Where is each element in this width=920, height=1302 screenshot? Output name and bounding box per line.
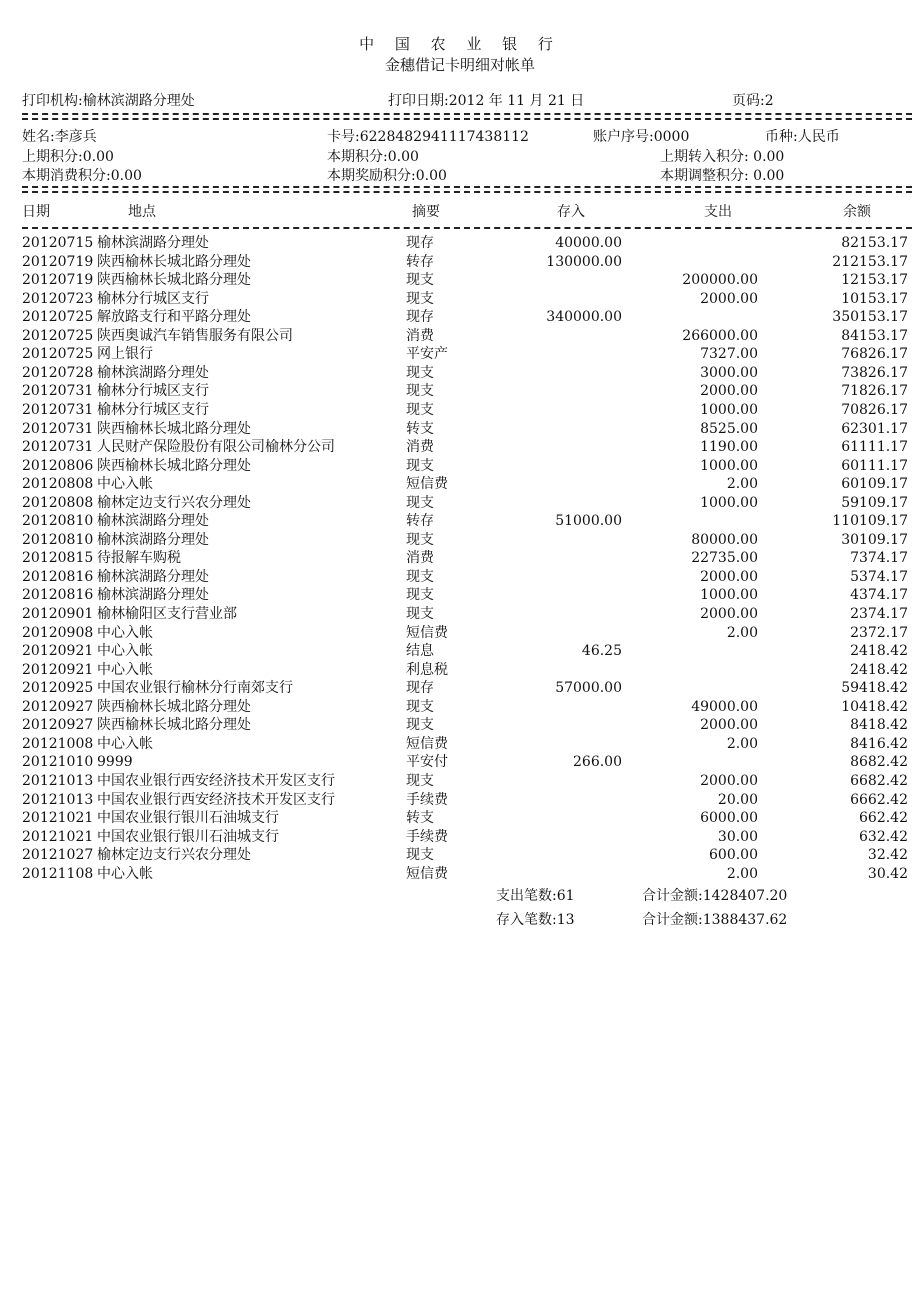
row-summary: 现支: [406, 494, 434, 511]
table-row: [0, 809, 920, 828]
row-location: 榆林滨湖路分理处: [97, 235, 209, 251]
table-row: [0, 642, 920, 661]
row-balance: 5374.17: [850, 568, 908, 585]
row-withdraw: 2.00: [726, 735, 758, 752]
row-balance: 30.42: [867, 865, 908, 882]
row-summary: 结息: [406, 643, 434, 660]
row-balance: 60109.17: [841, 476, 908, 493]
row-date: 20120725: [22, 346, 94, 363]
currency: 币种:人民币: [765, 129, 840, 145]
row-location: 陕西榆林长城北路分理处: [97, 717, 251, 734]
row-date: 20120908: [22, 624, 94, 641]
row-location: 榆林定边支行兴农分理处: [97, 494, 251, 511]
row-balance: 8418.42: [850, 717, 908, 734]
row-summary: 平安付: [406, 754, 448, 771]
row-location: 陕西榆林长城北路分理处: [97, 698, 251, 715]
row-withdraw: 2.00: [726, 624, 758, 641]
row-date: 20120808: [22, 476, 94, 493]
row-withdraw: 266000.00: [682, 327, 758, 344]
row-balance: 110109.17: [832, 513, 908, 530]
row-date: 20120901: [22, 606, 94, 622]
row-summary: 转支: [406, 420, 434, 437]
row-withdraw: 6000.00: [700, 810, 758, 827]
deposit-count: 存入笔数:13: [496, 912, 575, 928]
table-row: [0, 753, 920, 772]
row-summary: 短信费: [406, 624, 448, 641]
row-summary: 短信费: [406, 735, 448, 752]
row-date: 20120731: [22, 401, 94, 418]
bank-name: 中 国 农 业 银 行: [359, 35, 561, 53]
row-balance: 84153.17: [841, 327, 908, 344]
statement-title: 金穗借记卡明细对帐单: [384, 56, 535, 74]
header-divider: [22, 227, 912, 229]
row-location: 榆林滨湖路分理处: [97, 531, 209, 548]
row-location: 人民财产保险股份有限公司榆林分公司: [97, 439, 335, 456]
row-location: 榆林分行城区支行: [97, 401, 209, 418]
table-row: [0, 420, 920, 439]
row-withdraw: 1000.00: [700, 401, 758, 418]
row-location: 9999: [97, 754, 133, 771]
row-balance: 30109.17: [841, 531, 908, 548]
table-row: [0, 234, 920, 253]
row-location: 中心入帐: [97, 624, 153, 641]
table-row: [0, 865, 920, 884]
row-summary: 现支: [406, 383, 434, 400]
withdraw-count: 支出笔数:61: [496, 888, 575, 904]
row-balance: 6682.42: [850, 772, 908, 789]
row-location: 中心入帐: [97, 735, 153, 752]
row-balance: 10153.17: [841, 290, 908, 307]
row-summary: 现支: [406, 698, 434, 715]
table-row: [0, 327, 920, 346]
row-date: 20121008: [22, 735, 94, 752]
row-withdraw: 1000.00: [700, 457, 758, 474]
table-row: [0, 716, 920, 735]
print-org: 打印机构:榆林滨湖路分理处: [22, 93, 195, 109]
table-row: [0, 438, 920, 457]
row-summary: 短信费: [406, 476, 448, 493]
table-row: [0, 345, 920, 364]
double-divider-mid: [22, 186, 912, 188]
page-number: 页码:2: [732, 93, 774, 109]
row-date: 20120731: [22, 383, 94, 400]
row-deposit: 40000.00: [555, 235, 622, 251]
row-withdraw: 600.00: [709, 847, 758, 864]
row-summary: 消费: [406, 327, 434, 344]
table-row: [0, 457, 920, 476]
row-date: 20120925: [22, 680, 94, 697]
table-row: [0, 271, 920, 290]
row-summary: 转存: [406, 253, 434, 270]
row-summary: 现存: [406, 235, 434, 251]
row-location: 榆林滨湖路分理处: [97, 568, 209, 585]
row-withdraw: 2000.00: [700, 290, 758, 307]
row-withdraw: 49000.00: [691, 698, 758, 715]
withdraw-total: 合计金额:1428407.20: [642, 888, 788, 904]
row-withdraw: 2000.00: [700, 606, 758, 622]
row-date: 20120719: [22, 272, 94, 289]
row-date: 20120731: [22, 420, 94, 437]
row-summary: 现支: [406, 606, 434, 622]
row-balance: 61111.17: [841, 439, 908, 456]
row-withdraw: 2000.00: [700, 717, 758, 734]
row-balance: 632.42: [859, 828, 908, 845]
row-summary: 现支: [406, 568, 434, 585]
row-location: 中心入帐: [97, 865, 153, 882]
curr-adjust-points: 本期调整积分: 0.00: [660, 168, 785, 184]
row-date: 20120921: [22, 661, 94, 678]
row-balance: 71826.17: [841, 383, 908, 400]
row-summary: 转存: [406, 513, 434, 530]
row-withdraw: 2.00: [726, 476, 758, 493]
prev-points: 上期积分:0.00: [22, 149, 114, 165]
row-location: 榆林定边支行兴农分理处: [97, 847, 251, 864]
table-row: [0, 401, 920, 420]
row-balance: 60111.17: [841, 457, 908, 474]
row-summary: 现支: [406, 272, 434, 289]
prev-transfer-points: 上期转入积分: 0.00: [660, 149, 785, 165]
row-summary: 转支: [406, 810, 434, 827]
row-withdraw: 2000.00: [700, 568, 758, 585]
table-row: [0, 382, 920, 401]
card-number: 卡号:6228482941117438112: [327, 129, 529, 145]
row-location: 陕西榆林长城北路分理处: [97, 272, 251, 289]
row-withdraw: 22735.00: [691, 550, 758, 567]
row-location: 中国农业银行银川石油城支行: [97, 828, 279, 845]
row-date: 20120723: [22, 290, 94, 307]
row-balance: 8682.42: [850, 754, 908, 771]
table-row: [0, 290, 920, 309]
row-balance: 32.42: [867, 847, 908, 864]
row-location: 榆林滨湖路分理处: [97, 364, 209, 381]
row-withdraw: 1190.00: [700, 439, 758, 456]
table-row: [0, 679, 920, 698]
row-withdraw: 1000.00: [700, 494, 758, 511]
row-date: 20121021: [22, 828, 94, 845]
row-summary: 现存: [406, 309, 434, 326]
row-withdraw: 7327.00: [700, 346, 758, 363]
row-balance: 12153.17: [841, 272, 908, 289]
row-summary: 现支: [406, 531, 434, 548]
row-withdraw: 2000.00: [700, 383, 758, 400]
row-location: 中国农业银行榆林分行南郊支行: [97, 680, 293, 697]
row-withdraw: 2000.00: [700, 772, 758, 789]
row-deposit: 46.25: [581, 643, 622, 660]
row-location: 榆林分行城区支行: [97, 383, 209, 400]
row-summary: 消费: [406, 439, 434, 456]
row-withdraw: 1000.00: [700, 587, 758, 604]
row-date: 20121013: [22, 791, 94, 808]
col-withdraw: 支出: [704, 204, 732, 220]
row-date: 20120731: [22, 439, 94, 456]
row-withdraw: 200000.00: [682, 272, 758, 289]
row-date: 20120719: [22, 253, 94, 270]
table-row: [0, 308, 920, 327]
table-header: [0, 203, 920, 222]
table-row: [0, 846, 920, 865]
row-balance: 76826.17: [841, 346, 908, 363]
row-withdraw: 30.00: [717, 828, 758, 845]
col-location: 地点: [128, 204, 156, 220]
row-date: 20120921: [22, 643, 94, 660]
account-name: 姓名:李彦兵: [22, 129, 97, 145]
row-date: 20121013: [22, 772, 94, 789]
row-balance: 10418.42: [841, 698, 908, 715]
print-date: 打印日期:2012 年 11 月 21 日: [388, 93, 585, 109]
table-row: [0, 772, 920, 791]
table-row: [0, 549, 920, 568]
row-withdraw: 80000.00: [691, 531, 758, 548]
table-row: [0, 698, 920, 717]
col-balance: 余额: [843, 204, 871, 220]
row-location: 陕西奥诚汽车销售服务有限公司: [97, 327, 293, 344]
row-date: 20120927: [22, 717, 94, 734]
row-balance: 7374.17: [850, 550, 908, 567]
col-deposit: 存入: [557, 204, 585, 220]
row-date: 20120816: [22, 587, 94, 604]
row-summary: 现支: [406, 717, 434, 734]
row-balance: 82153.17: [841, 235, 908, 251]
row-date: 20120816: [22, 568, 94, 585]
row-balance: 70826.17: [841, 401, 908, 418]
row-location: 网上银行: [97, 346, 153, 363]
row-location: 中心入帐: [97, 661, 153, 678]
table-row: [0, 586, 920, 605]
row-date: 20121027: [22, 847, 94, 864]
row-summary: 现支: [406, 587, 434, 604]
row-location: 陕西榆林长城北路分理处: [97, 457, 251, 474]
row-balance: 2418.42: [850, 661, 908, 678]
curr-consume-points: 本期消费积分:0.00: [22, 168, 142, 184]
row-summary: 现支: [406, 847, 434, 864]
row-date: 20120728: [22, 364, 94, 381]
table-row: [0, 624, 920, 643]
row-location: 陕西榆林长城北路分理处: [97, 420, 251, 437]
row-location: 榆林滨湖路分理处: [97, 587, 209, 604]
row-summary: 现支: [406, 401, 434, 418]
row-deposit: 51000.00: [555, 513, 622, 530]
row-location: 榆林榆阳区支行营业部: [97, 606, 237, 622]
table-row: [0, 253, 920, 272]
row-location: 榆林滨湖路分理处: [97, 513, 209, 530]
table-row: [0, 605, 920, 624]
curr-reward-points: 本期奖励积分:0.00: [327, 168, 447, 184]
row-location: 解放路支行和平路分理处: [97, 309, 251, 326]
row-location: 陕西榆林长城北路分理处: [97, 253, 251, 270]
table-row: [0, 364, 920, 383]
row-balance: 2374.17: [850, 606, 908, 622]
row-summary: 平安产: [406, 346, 448, 363]
row-balance: 62301.17: [841, 420, 908, 437]
row-withdraw: 8525.00: [700, 420, 758, 437]
row-location: 中心入帐: [97, 476, 153, 493]
row-deposit: 57000.00: [555, 680, 622, 697]
row-date: 20120810: [22, 531, 94, 548]
row-date: 20120715: [22, 235, 94, 251]
row-location: 中心入帐: [97, 643, 153, 660]
table-row: [0, 475, 920, 494]
table-row: [0, 568, 920, 587]
row-balance: 2418.42: [850, 643, 908, 660]
row-balance: 8416.42: [850, 735, 908, 752]
row-date: 20120725: [22, 309, 94, 326]
table-row: [0, 791, 920, 810]
row-date: 20120806: [22, 457, 94, 474]
row-summary: 现支: [406, 457, 434, 474]
col-date: 日期: [22, 204, 50, 220]
row-summary: 手续费: [406, 828, 448, 845]
row-date: 20121108: [22, 865, 94, 882]
row-summary: 手续费: [406, 791, 448, 808]
curr-points: 本期积分:0.00: [327, 149, 419, 165]
row-summary: 短信费: [406, 865, 448, 882]
row-summary: 现支: [406, 290, 434, 307]
row-balance: 6662.42: [850, 791, 908, 808]
row-balance: 59418.42: [841, 680, 908, 697]
row-location: 待报解车购税: [97, 550, 181, 567]
row-date: 20121010: [22, 754, 94, 771]
row-date: 20120810: [22, 513, 94, 530]
row-summary: 消费: [406, 550, 434, 567]
account-sequence: 账户序号:0000: [593, 129, 690, 145]
table-row: [0, 828, 920, 847]
row-deposit: 266.00: [573, 754, 622, 771]
row-balance: 59109.17: [841, 494, 908, 511]
row-withdraw: 20.00: [717, 791, 758, 808]
row-date: 20120725: [22, 327, 94, 344]
row-balance: 212153.17: [832, 253, 908, 270]
deposit-total: 合计金额:1388437.62: [642, 912, 788, 928]
row-balance: 662.42: [859, 810, 908, 827]
col-summary: 摘要: [412, 204, 440, 220]
table-row: [0, 512, 920, 531]
row-balance: 350153.17: [832, 309, 908, 326]
row-location: 中国农业银行西安经济技术开发区支行: [97, 772, 335, 789]
row-balance: 4374.17: [850, 587, 908, 604]
row-deposit: 130000.00: [546, 253, 622, 270]
table-row: [0, 494, 920, 513]
row-date: 20120927: [22, 698, 94, 715]
row-summary: 现存: [406, 680, 434, 697]
row-date: 20120815: [22, 550, 94, 567]
row-location: 榆林分行城区支行: [97, 290, 209, 307]
row-withdraw: 3000.00: [700, 364, 758, 381]
row-location: 中国农业银行西安经济技术开发区支行: [97, 791, 335, 808]
double-divider-top: [22, 113, 912, 115]
row-summary: 利息税: [406, 661, 448, 678]
row-summary: 现支: [406, 364, 434, 381]
row-balance: 73826.17: [841, 364, 908, 381]
row-withdraw: 2.00: [726, 865, 758, 882]
table-row: [0, 735, 920, 754]
row-balance: 2372.17: [850, 624, 908, 641]
row-date: 20121021: [22, 810, 94, 827]
table-row: [0, 661, 920, 680]
row-location: 中国农业银行银川石油城支行: [97, 810, 279, 827]
row-deposit: 340000.00: [546, 309, 622, 326]
row-summary: 现支: [406, 772, 434, 789]
table-row: [0, 531, 920, 550]
row-date: 20120808: [22, 494, 94, 511]
